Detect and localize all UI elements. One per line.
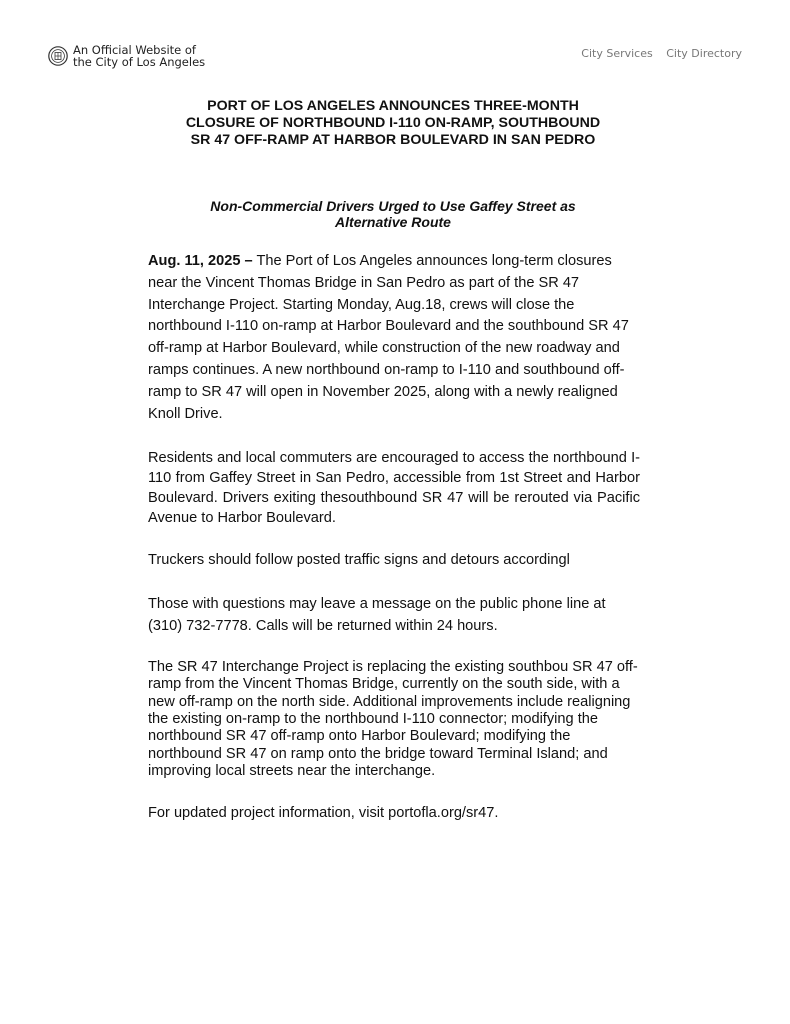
city-services-link[interactable]: City Services	[581, 47, 653, 60]
paragraph-truckers: Truckers should follow posted traffic signs and detours accordingl	[148, 552, 570, 569]
subhead-line-2: Alternative Route	[335, 214, 451, 230]
paragraph-phone-line: Those with questions may leave a message on the public phone line at (310) 732-7778. Calls will be returned within 24 hours.	[148, 596, 606, 634]
subheadline	[148, 198, 638, 230]
headline-line-3: SR 47 OFF-RAMP AT HARBOR BOULEVARD IN SAN PEDRO	[190, 132, 596, 148]
paragraph-1-text: The Port of Los Angeles announces long-term closures near the Vincent Thomas Bridge in San Pedro as part of the SR 47 Interchange Project. Starting Monday, Aug.18, crews will close the northbound I-110 on-ramp at Harbor Boulevard and the southbound SR 47 off-ramp at Harbor Boulevard, while construction of the new roadway and ramps continues. A new northbound on-ramp to I-110 and southbound off-ramp to SR 47 will open in November 2025, along with a newly realigned Knoll Drive.	[148, 253, 629, 422]
headline-line-1: PORT OF LOS ANGELES ANNOUNCES THREE-MONTH	[207, 98, 579, 114]
paragraph-project-details: The SR 47 Interchange Project is replacing the existing southbou SR 47 off-ramp from the Vincent Thomas Bridge, currently on the south side, with a new off-ramp on the north side. Additional improvements include realigning the existing on-ramp to the northbound I-110 connector; modifying the northbound SR 47 off-ramp onto Harbor Boulevard; modifying the northbound SR 47 on ramp onto the bridge toward Terminal Island; and improving local streets near the interchange.	[148, 658, 638, 780]
more-info-text: For updated project information, visit	[148, 804, 389, 821]
official-site-banner	[0, 0, 790, 80]
paragraph-more-info	[148, 803, 640, 825]
more-info-suffix: .	[494, 804, 499, 821]
official-line-2: the City of Los Angeles	[73, 55, 206, 69]
subhead-line-1: Non-Commercial Drivers Urged to Use Gaffey Street as	[210, 198, 576, 214]
paragraph-alternate-route: Residents and local commuters are encouraged to access the northbound I-110 from Gaffey Street in San Pedro, accessible from 1st Street and Harbor Boulevard. Drivers exiting thesouthbound SR 47 will be rerouted via Pacific Avenue to Harbor Boulevard.	[148, 450, 640, 527]
official-website-label	[73, 44, 205, 68]
city-directory-link[interactable]: City Directory	[666, 47, 742, 60]
project-info-link[interactable]: portofla.org/sr47	[388, 804, 495, 821]
press-release	[148, 98, 638, 824]
city-seal-icon	[48, 46, 68, 66]
headline	[148, 98, 638, 149]
paragraph-announcement	[148, 251, 640, 425]
official-line-1: An Official Website of	[73, 43, 196, 57]
release-date: Aug. 11, 2025 –	[148, 253, 253, 269]
headline-line-2: CLOSURE OF NORTHBOUND I-110 ON-RAMP, SOUTHBOUND	[185, 115, 601, 131]
top-nav-links	[571, 47, 742, 60]
